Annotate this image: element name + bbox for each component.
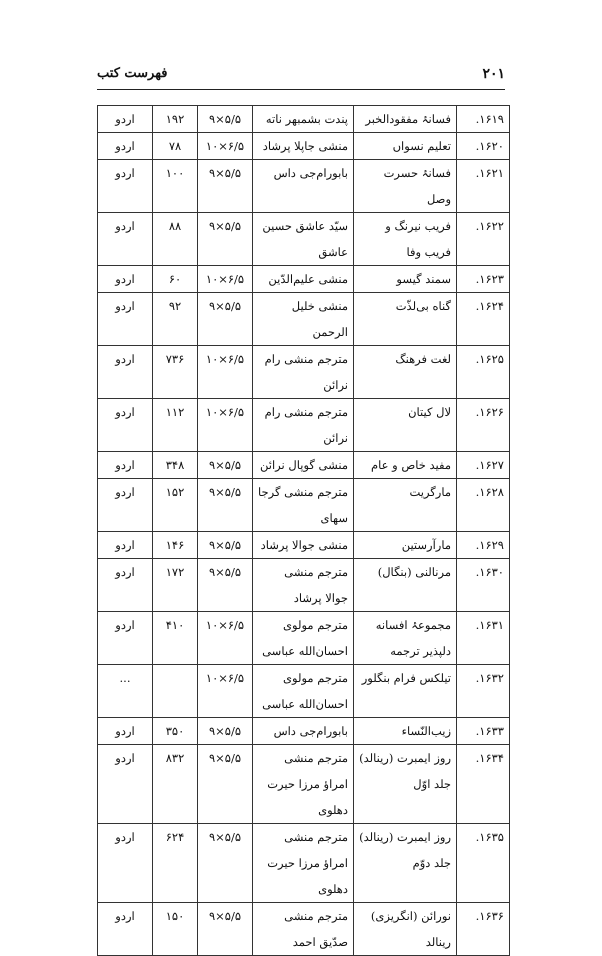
book-title-cell: مارآرستین <box>354 532 457 559</box>
table-row <box>98 612 510 665</box>
pages-cell: ۶۰ <box>153 266 198 293</box>
author-cell: مترجم منشی گرجا سهای <box>253 479 354 532</box>
author-cell: مترجم منشی جوالا پرشاد <box>253 559 354 612</box>
size-cell: ۹×۵/۵ <box>198 745 253 824</box>
pages-cell: ۸۳۲ <box>153 745 198 824</box>
entry-number-cell: ۱۶۳۲. <box>457 665 510 718</box>
author-cell: مترجم مولوی احسان‌الله عباسی <box>253 665 354 718</box>
size-cell: ۱۰×۶/۵ <box>198 346 253 399</box>
language-cell: اردو <box>98 745 153 824</box>
author-cell: سیّد عاشق حسین عاشق <box>253 213 354 266</box>
book-title-cell: فسانۂ مفقودالخبر <box>354 106 457 133</box>
author-cell: منشی خلیل الرحمن <box>253 293 354 346</box>
pages-cell: ۱۵۰ <box>153 903 198 956</box>
author-cell: منشی گوپال نرائن <box>253 452 354 479</box>
pages-cell: ۶۲۴ <box>153 824 198 903</box>
entry-number-cell: ۱۶۲۷. <box>457 452 510 479</box>
pages-cell <box>153 665 198 718</box>
entry-number-cell: ۱۶۲۴. <box>457 293 510 346</box>
entry-number-cell: ۱۶۲۳. <box>457 266 510 293</box>
author-cell: مترجم منشی امراؤ مرزا حیرت دهلوی <box>253 824 354 903</box>
pages-cell: ۷۳۶ <box>153 346 198 399</box>
book-title-cell: تیلکس فرام بنگلور <box>354 665 457 718</box>
table-row <box>98 346 510 399</box>
language-cell: اردو <box>98 824 153 903</box>
book-title-cell: نورائن (انگریزی) رینالد <box>354 903 457 956</box>
table-row <box>98 106 510 133</box>
size-cell: ۱۰×۶/۵ <box>198 665 253 718</box>
author-cell: منشی جاپلا پرشاد <box>253 133 354 160</box>
language-cell: اردو <box>98 559 153 612</box>
size-cell: ۹×۵/۵ <box>198 293 253 346</box>
author-cell: مترجم منشی رام نرائن <box>253 346 354 399</box>
size-cell: ۱۰×۶/۵ <box>198 266 253 293</box>
pages-cell: ۳۵۰ <box>153 718 198 745</box>
entry-number-cell: ۱۶۲۱. <box>457 160 510 213</box>
size-cell: ۹×۵/۵ <box>198 532 253 559</box>
author-cell: بابورام‌جی داس <box>253 160 354 213</box>
language-cell: اردو <box>98 346 153 399</box>
pages-cell: ۳۴۸ <box>153 452 198 479</box>
author-cell: مترجم منشی رام نرائن <box>253 399 354 452</box>
table-row <box>98 213 510 266</box>
table-row <box>98 559 510 612</box>
page-number: ۲۰۱ <box>482 66 505 82</box>
book-title-cell: مفید خاص و عام <box>354 452 457 479</box>
book-title-cell: مرنالنی (بنگال) <box>354 559 457 612</box>
entry-number-cell: ۱۶۲۲. <box>457 213 510 266</box>
book-title-cell: مجموعۂ افسانه دلپذیر ترجمه <box>354 612 457 665</box>
language-cell: اردو <box>98 133 153 160</box>
size-cell: ۹×۵/۵ <box>198 160 253 213</box>
table-row <box>98 479 510 532</box>
entry-number-cell: ۱۶۳۴. <box>457 745 510 824</box>
pages-cell: ۱۵۲ <box>153 479 198 532</box>
table-row <box>98 718 510 745</box>
language-cell: اردو <box>98 266 153 293</box>
size-cell: ۹×۵/۵ <box>198 903 253 956</box>
author-cell: مترجم مولوی احسان‌الله عباسی <box>253 612 354 665</box>
language-cell: اردو <box>98 160 153 213</box>
entry-number-cell: ۱۶۲۸. <box>457 479 510 532</box>
entry-number-cell: ۱۶۲۰. <box>457 133 510 160</box>
size-cell: ۹×۵/۵ <box>198 213 253 266</box>
pages-cell: ۴۱۰ <box>153 612 198 665</box>
book-title-cell: لغت فرهنگ <box>354 346 457 399</box>
author-cell: منشی علیم‌الدّین <box>253 266 354 293</box>
pages-cell: ۱۰۰ <box>153 160 198 213</box>
language-cell: اردو <box>98 612 153 665</box>
size-cell: ۱۰×۶/۵ <box>198 612 253 665</box>
table-row <box>98 665 510 718</box>
book-title-cell: روز ایمبرت (رینالد) جلد دوّم <box>354 824 457 903</box>
header-rule <box>97 89 505 90</box>
language-cell: اردو <box>98 106 153 133</box>
book-title-cell: سمند گیسو <box>354 266 457 293</box>
book-title-cell: گناه بی‌لذّت <box>354 293 457 346</box>
book-title-cell: روز ایمبرت (رینالد) جلد اوّل <box>354 745 457 824</box>
table-row <box>98 903 510 956</box>
author-cell: منشی جوالا پرشاد <box>253 532 354 559</box>
table-row <box>98 293 510 346</box>
book-title-cell: فسانۂ حسرت وصل <box>354 160 457 213</box>
table-row <box>98 160 510 213</box>
size-cell: ۹×۵/۵ <box>198 559 253 612</box>
catalog-rows <box>98 106 510 956</box>
language-cell: اردو <box>98 718 153 745</box>
book-title-cell: زیب‌النّساء <box>354 718 457 745</box>
language-cell: اردو <box>98 903 153 956</box>
table-row <box>98 133 510 160</box>
book-title-cell: مارگریت <box>354 479 457 532</box>
size-cell: ۱۰×۶/۵ <box>198 133 253 160</box>
entry-number-cell: ۱۶۳۱. <box>457 612 510 665</box>
page-header <box>97 62 505 88</box>
language-cell: اردو <box>98 213 153 266</box>
book-title-cell: لال کیتان <box>354 399 457 452</box>
book-title-cell: تعلیم نسواں <box>354 133 457 160</box>
size-cell: ۹×۵/۵ <box>198 718 253 745</box>
table-row <box>98 399 510 452</box>
size-cell: ۹×۵/۵ <box>198 452 253 479</box>
entry-number-cell: ۱۶۳۰. <box>457 559 510 612</box>
size-cell: ۹×۵/۵ <box>198 824 253 903</box>
language-cell: اردو <box>98 399 153 452</box>
pages-cell: ۷۸ <box>153 133 198 160</box>
size-cell: ۹×۵/۵ <box>198 106 253 133</box>
size-cell: ۹×۵/۵ <box>198 479 253 532</box>
table-row <box>98 532 510 559</box>
catalog-table <box>97 105 510 956</box>
language-cell: اردو <box>98 479 153 532</box>
size-cell: ۱۰×۶/۵ <box>198 399 253 452</box>
table-row <box>98 452 510 479</box>
pages-cell: ۸۸ <box>153 213 198 266</box>
author-cell: بابورام‌جی داس <box>253 718 354 745</box>
entry-number-cell: ۱۶۳۳. <box>457 718 510 745</box>
table-row <box>98 745 510 824</box>
pages-cell: ۱۷۲ <box>153 559 198 612</box>
author-cell: مترجم منشی امراؤ مرزا حیرت دهلوی <box>253 745 354 824</box>
table-row <box>98 266 510 293</box>
book-title-cell: فریب نیرنگ و فریب وفا <box>354 213 457 266</box>
entry-number-cell: ۱۶۲۹. <box>457 532 510 559</box>
pages-cell: ۹۲ <box>153 293 198 346</box>
language-cell: اردو <box>98 452 153 479</box>
author-cell: پندت بشمبهر ناته <box>253 106 354 133</box>
author-cell: مترجم منشی صدّیق احمد <box>253 903 354 956</box>
pages-cell: ۱۱۲ <box>153 399 198 452</box>
pages-cell: ۱۹۲ <box>153 106 198 133</box>
entry-number-cell: ۱۶۱۹. <box>457 106 510 133</box>
running-title: فهرست کتب <box>97 66 168 81</box>
language-cell: اردو <box>98 293 153 346</box>
language-cell: اردو <box>98 532 153 559</box>
language-cell: ... <box>98 665 153 718</box>
pages-cell: ۱۴۶ <box>153 532 198 559</box>
table-row <box>98 824 510 903</box>
entry-number-cell: ۱۶۳۶. <box>457 903 510 956</box>
entry-number-cell: ۱۶۲۵. <box>457 346 510 399</box>
entry-number-cell: ۱۶۲۶. <box>457 399 510 452</box>
entry-number-cell: ۱۶۳۵. <box>457 824 510 903</box>
